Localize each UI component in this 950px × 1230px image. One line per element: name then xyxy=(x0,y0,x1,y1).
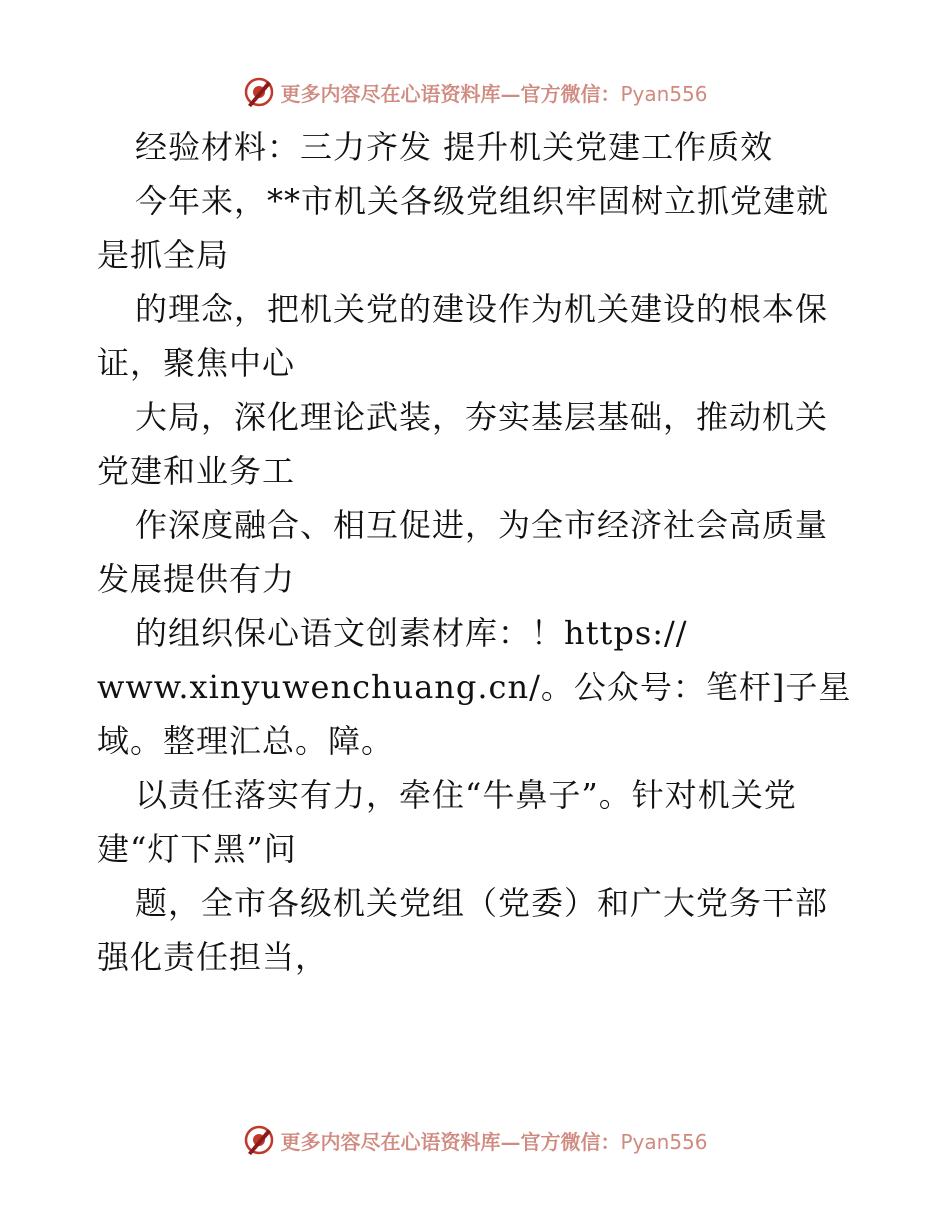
pen-logo-icon xyxy=(242,1123,276,1157)
paragraph-line: 的理念，把机关党的建设作为机关建设的根本保 xyxy=(135,290,829,328)
paragraph-line-url: www.xinyuwenchuang.cn/。公众号：笔杆]子星 xyxy=(97,668,852,706)
paragraph-line: 强化责任担当， xyxy=(97,938,329,976)
paragraph-line: 题，全市各级机关党组（党委）和广大党务干部 xyxy=(135,884,829,922)
document-body xyxy=(97,120,857,984)
paragraph-line: 党建和业务工 xyxy=(97,452,296,490)
paragraph-line: 以责任落实有力，牵住“牛鼻子”。针对机关党 xyxy=(135,776,797,814)
pen-logo-icon xyxy=(242,75,276,109)
header-watermark xyxy=(0,72,950,112)
paragraph-line: 大局，深化理论武装，夯实基层基础，推动机关 xyxy=(135,398,829,436)
paragraph-line: 的组织保心语文创素材库：！https:// xyxy=(135,614,688,652)
paragraph-line: 今年来，**市机关各级党组织牢固树立抓党建就 xyxy=(135,182,830,220)
document-title: 经验材料：三力齐发 提升机关党建工作质效 xyxy=(135,128,774,166)
watermark-text: 更多内容尽在心语资料库—官方微信：Pyan556 xyxy=(280,81,708,106)
paragraph-line: 作深度融合、相互促进，为全市经济社会高质量 xyxy=(135,506,829,544)
footer-watermark xyxy=(0,1120,950,1160)
paragraph-line: 域。整理汇总。障。 xyxy=(97,722,395,760)
paragraph-line: 建“灯下黑”问 xyxy=(97,830,297,868)
paragraph-line: 证，聚焦中心 xyxy=(97,344,296,382)
paragraph-line: 发展提供有力 xyxy=(97,560,296,598)
paragraph-line: 是抓全局 xyxy=(97,236,230,274)
watermark-text: 更多内容尽在心语资料库—官方微信：Pyan556 xyxy=(280,1129,708,1154)
